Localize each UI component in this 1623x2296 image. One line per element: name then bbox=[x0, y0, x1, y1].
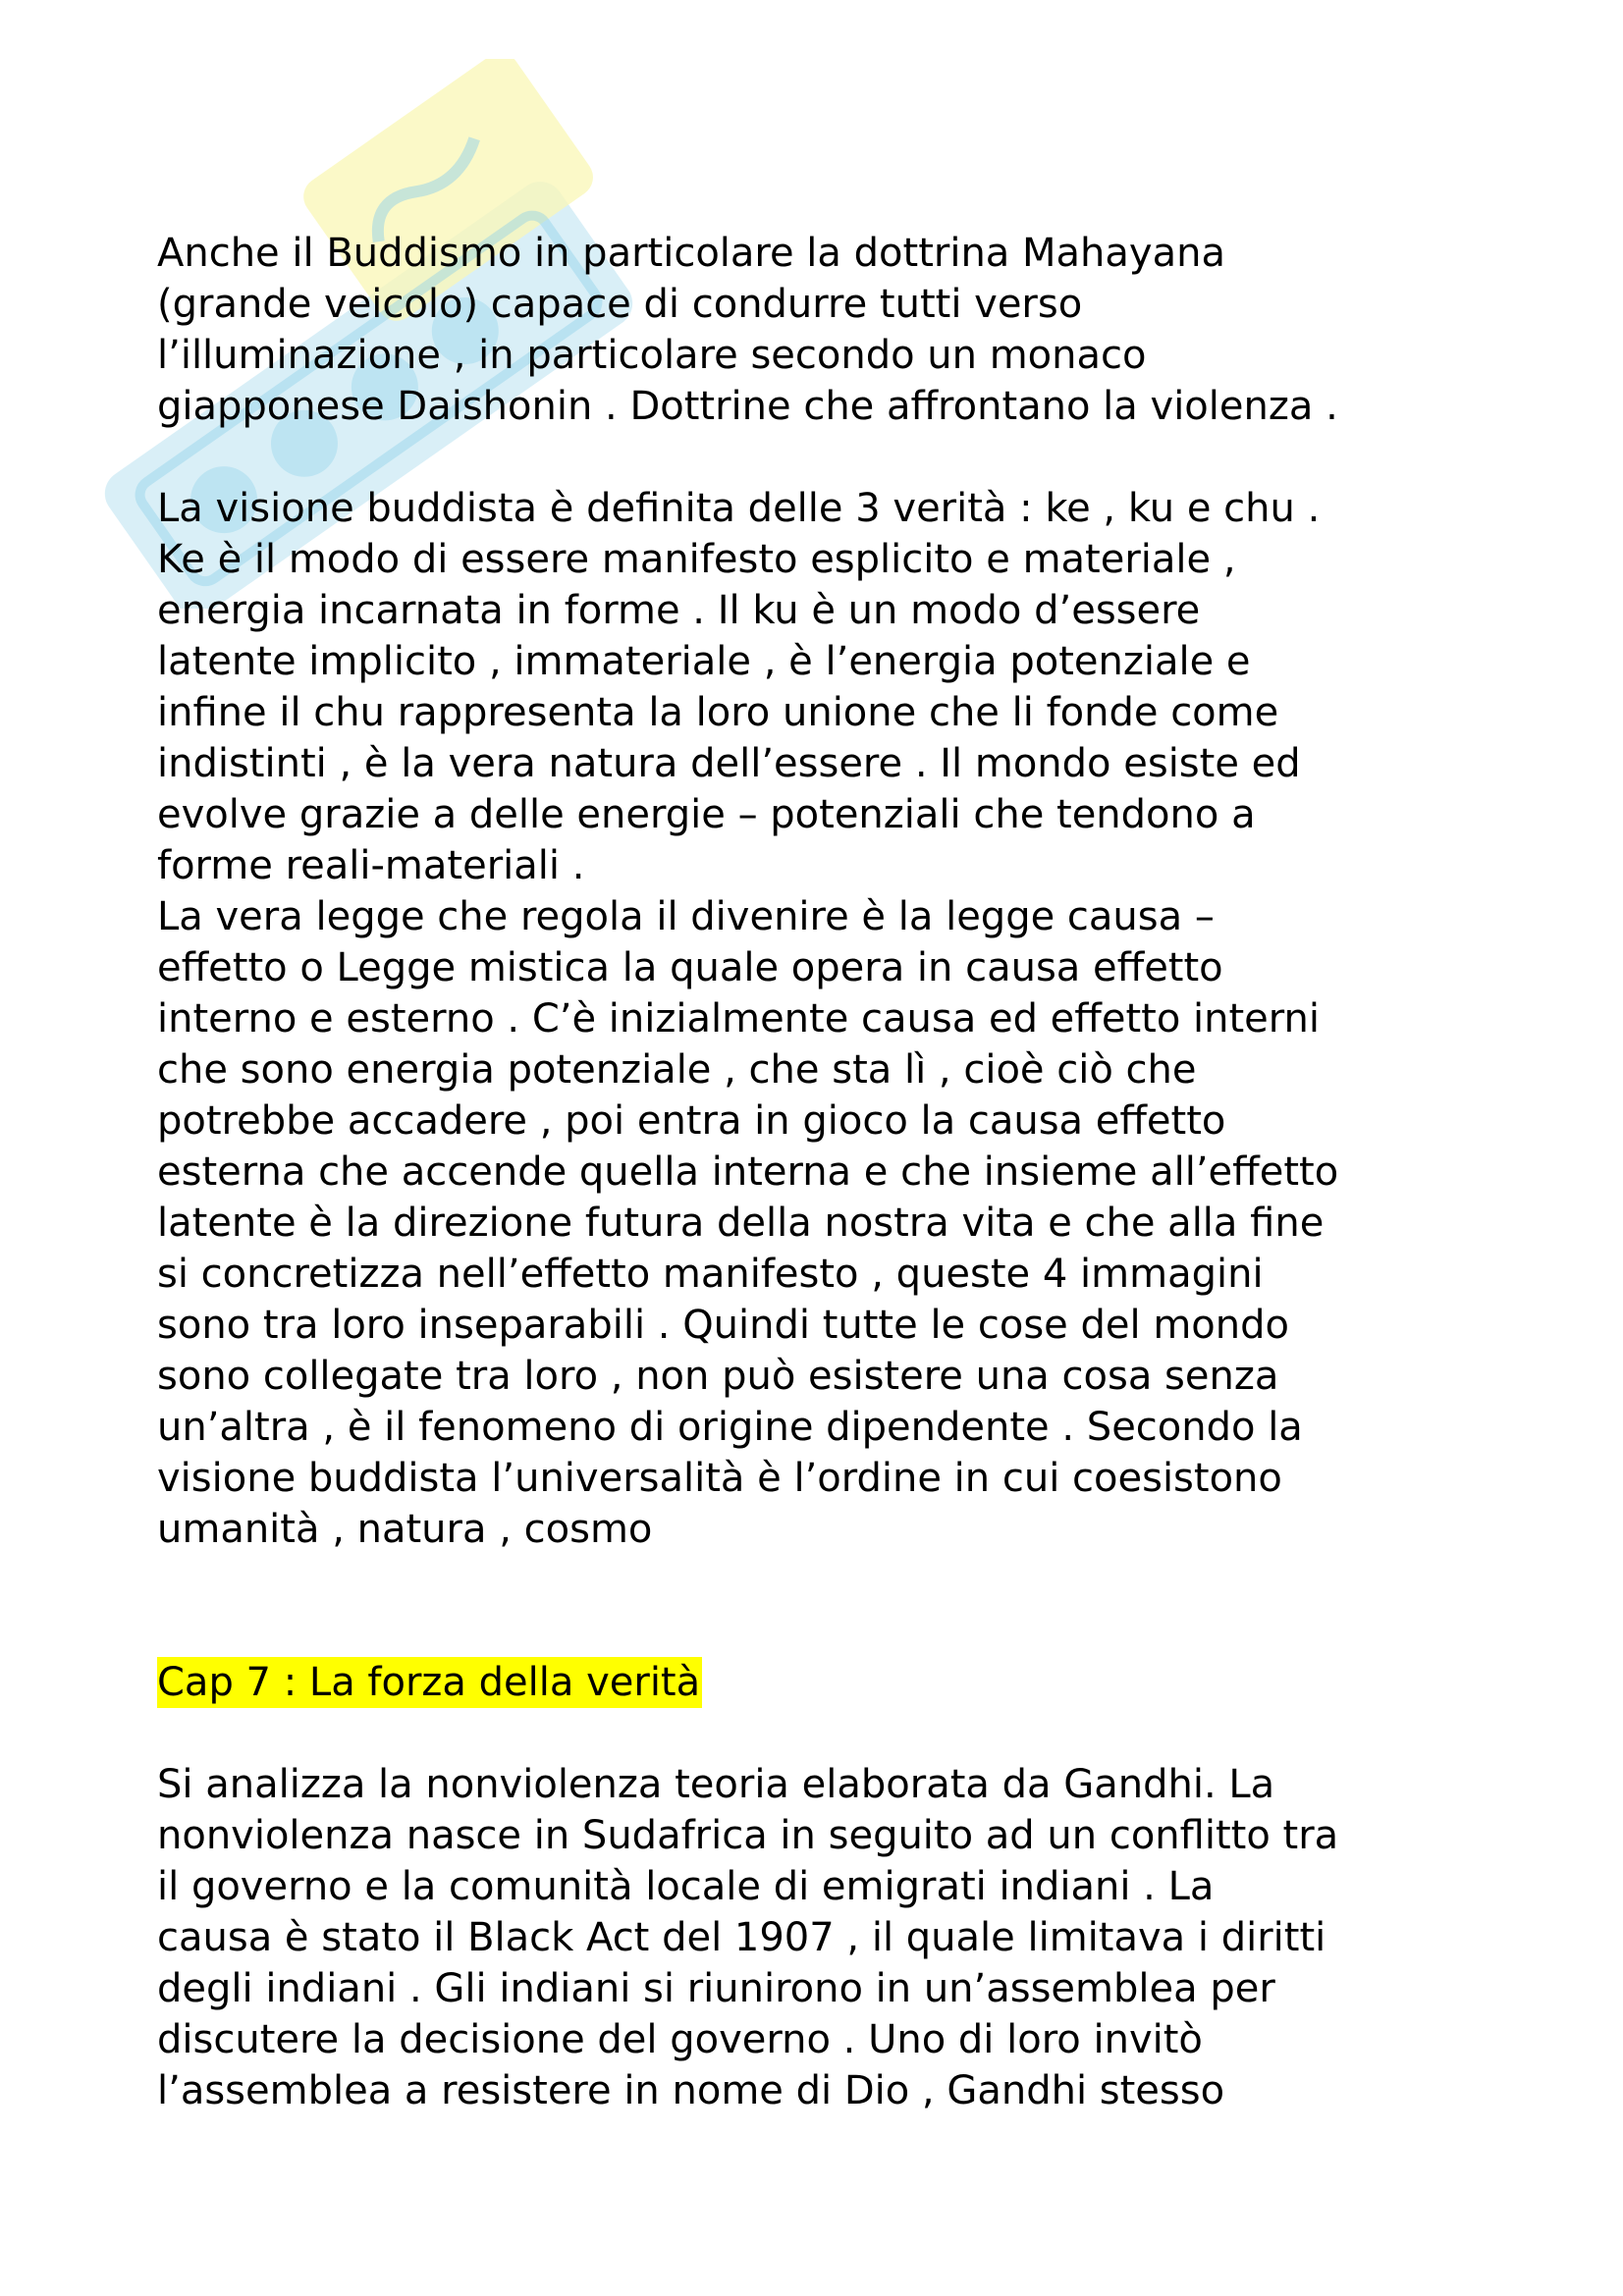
text-line: umanità , natura , cosmo bbox=[157, 1507, 653, 1552]
text-line: il governo e la comunità locale di emigrati indiani . La bbox=[157, 1864, 1215, 1909]
text-line: latente è la direzione futura della nostra vita e che alla fine bbox=[157, 1201, 1325, 1246]
chapter-heading-container bbox=[157, 1657, 1532, 1708]
text-line: potrebbe accadere , poi entra in gioco la causa effetto bbox=[157, 1098, 1226, 1144]
text-line: indistinti , è la vera natura dell’essere . Il mondo esiste ed bbox=[157, 741, 1301, 786]
text-line: nonviolenza nasce in Sudafrica in seguito ad un conflitto tra bbox=[157, 1813, 1339, 1858]
text-line: infine il chu rappresenta la loro unione che li fonde come bbox=[157, 690, 1279, 735]
paragraph-legge-causa-effetto bbox=[157, 891, 1532, 1555]
text-line: degli indiani . Gli indiani si riunirono in un’assemblea per bbox=[157, 1966, 1275, 2011]
text-line: sono collegate tra loro , non può esistere una cosa senza bbox=[157, 1354, 1279, 1399]
chapter-heading: Cap 7 : La forza della verità bbox=[157, 1657, 702, 1708]
text-line: evolve grazie a delle energie – potenziali che tendono a bbox=[157, 792, 1256, 837]
text-line: discutere la decisione del governo . Uno di loro invitò bbox=[157, 2017, 1203, 2062]
document-body bbox=[157, 228, 1532, 2116]
paragraph-buddismo bbox=[157, 228, 1532, 432]
text-line: (grande veicolo) capace di condurre tutti verso bbox=[157, 282, 1083, 327]
text-line: La vera legge che regola il divenire è la legge causa – bbox=[157, 894, 1215, 939]
text-line: esterna che accende quella interna e che insieme all’effetto bbox=[157, 1149, 1339, 1195]
text-line: latente implicito , immateriale , è l’energia potenziale e bbox=[157, 639, 1251, 684]
text-line: l’illuminazione , in particolare secondo un monaco bbox=[157, 333, 1147, 378]
text-line: energia incarnata in forme . Il ku è un modo d’essere bbox=[157, 588, 1201, 633]
text-line: sono tra loro inseparabili . Quindi tutte le cose del mondo bbox=[157, 1303, 1289, 1348]
text-line: Si analizza la nonviolenza teoria elaborata da Gandhi. La bbox=[157, 1762, 1275, 1807]
text-line: Ke è il modo di essere manifesto esplicito e materiale , bbox=[157, 537, 1236, 582]
text-line: effetto o Legge mistica la quale opera in causa effetto bbox=[157, 945, 1223, 990]
paragraph-nonviolenza bbox=[157, 1759, 1532, 2116]
text-line: causa è stato il Black Act del 1907 , il quale limitava i diritti bbox=[157, 1915, 1326, 1960]
text-line: La visione buddista è definita delle 3 verità : ke , ku e chu . bbox=[157, 486, 1321, 531]
text-line: l’assemblea a resistere in nome di Dio , Gandhi stesso bbox=[157, 2068, 1225, 2113]
text-line: che sono energia potenziale , che sta lì , cioè ciò che bbox=[157, 1047, 1197, 1093]
text-line: Anche il Buddismo in particolare la dottrina Mahayana bbox=[157, 231, 1225, 276]
paragraph-tre-verita bbox=[157, 483, 1532, 891]
text-line: interno e esterno . C’è inizialmente causa ed effetto interni bbox=[157, 996, 1320, 1041]
text-line: si concretizza nell’effetto manifesto , queste 4 immagini bbox=[157, 1252, 1264, 1297]
text-line: forme reali-materiali . bbox=[157, 843, 585, 888]
text-line: giapponese Daishonin . Dottrine che affrontano la violenza . bbox=[157, 384, 1338, 429]
text-line: un’altra , è il fenomeno di origine dipendente . Secondo la bbox=[157, 1405, 1303, 1450]
text-line: visione buddista l’universalità è l’ordine in cui coesistono bbox=[157, 1456, 1282, 1501]
